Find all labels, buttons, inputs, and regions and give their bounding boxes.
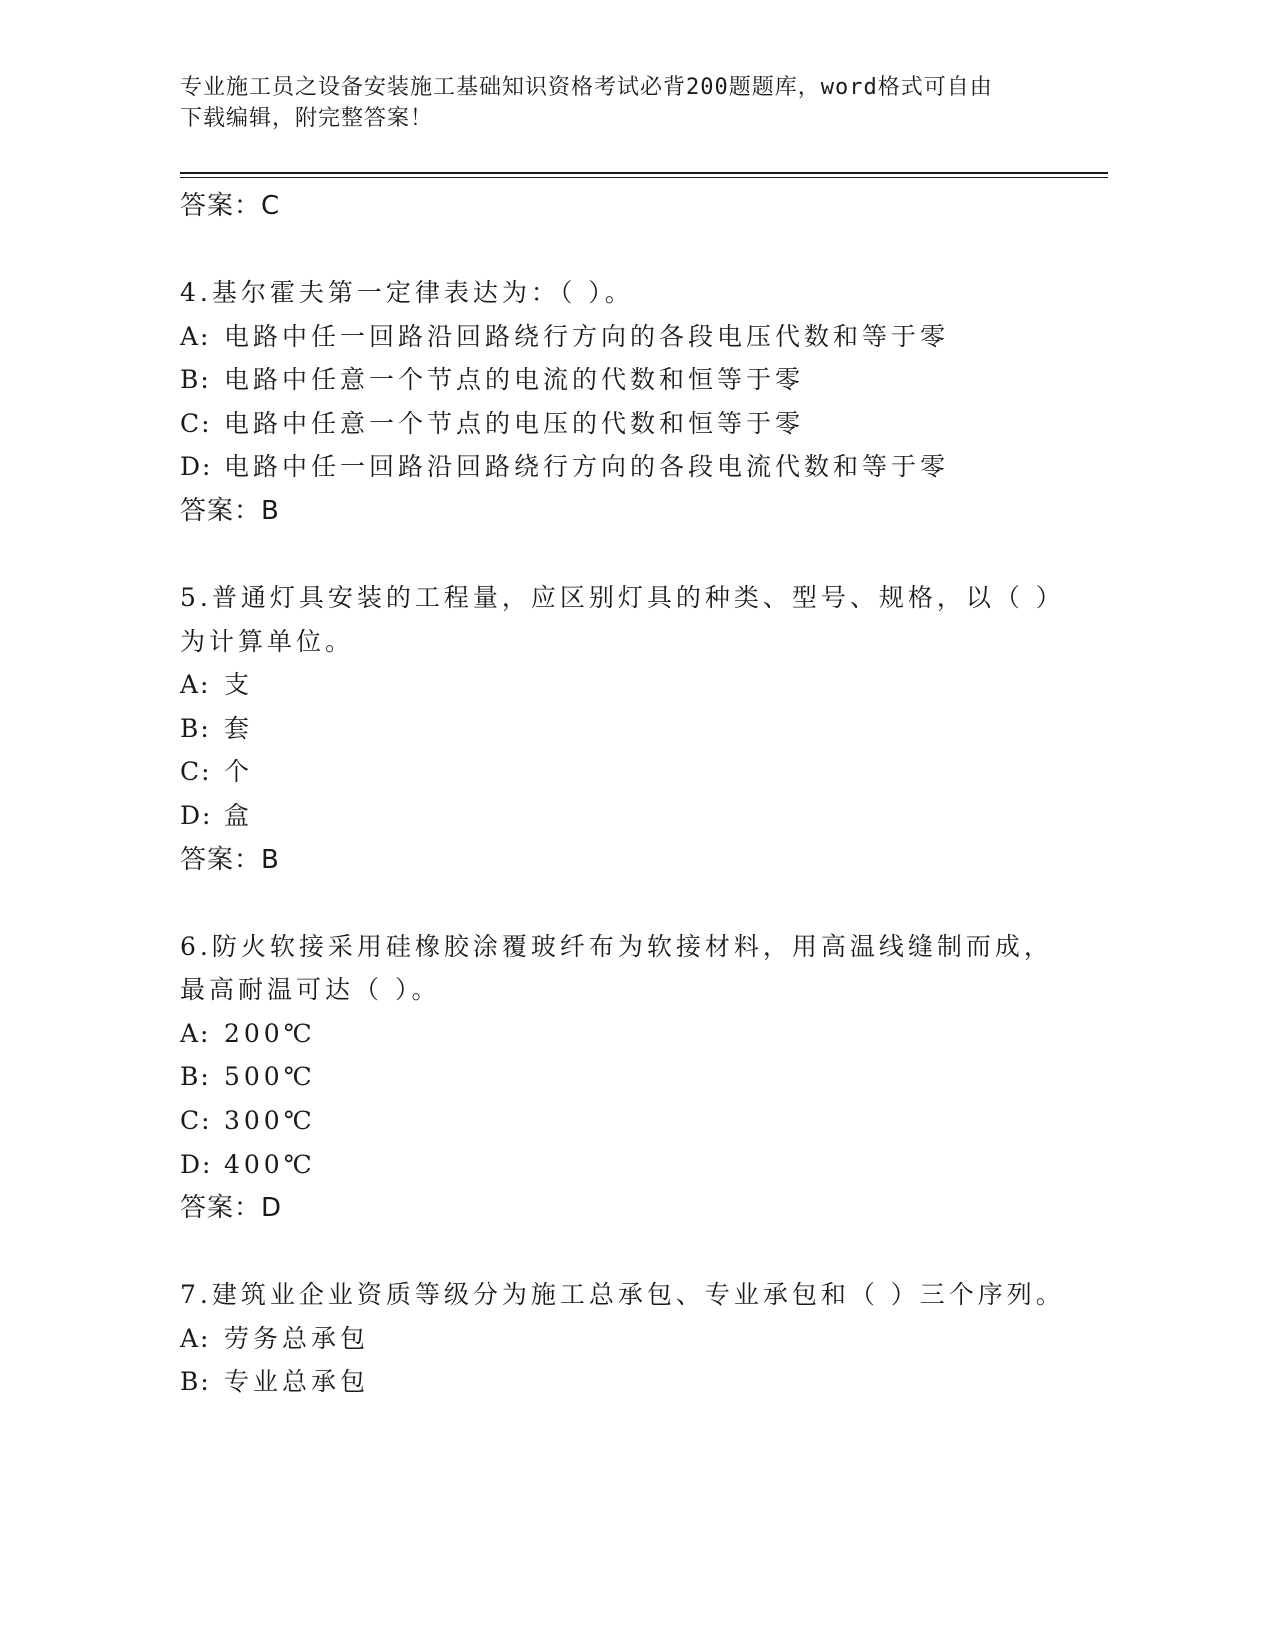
header-line-2: 下载编辑，附完整答案！ [180,106,434,131]
question-spacer [180,533,1108,576]
option-letter: A: [180,1323,211,1353]
option-line [180,1012,1108,1056]
option-text: 500℃ [224,1062,316,1092]
question-text: 6.防火软接采用硅橡胶涂覆玻纤布为软接材料，用高温线缝制而成， [180,931,1053,961]
question-spacer [180,1230,1108,1273]
option-letter: D: [180,1149,213,1179]
question-spacer [180,228,1108,271]
option-letter: C: [180,757,212,787]
option-line [180,663,1108,707]
option-line [180,1360,1108,1404]
question-block [180,925,1108,1231]
question-block [180,576,1108,882]
option-line [180,1099,1108,1143]
option-text: 400℃ [224,1149,316,1179]
option-letter: D: [180,452,213,482]
question-text: 4.基尔霍夫第一定律表达为：（ ）。 [180,278,634,307]
option-letter: C: [180,408,212,438]
option-text: 个 [224,757,254,787]
option-text: 200℃ [224,1018,316,1048]
option-letter: C: [180,1105,212,1135]
question-spacer [180,882,1108,925]
question-block [180,1273,1108,1404]
option-line [180,445,1108,489]
option-line [180,1317,1108,1361]
option-text: 专业总承包 [224,1367,370,1397]
option-line [180,750,1108,794]
option-letter: B: [180,1062,211,1092]
option-line [180,315,1108,359]
question-text: 最高耐温可达（ ）。 [180,975,441,1005]
option-letter: D: [180,800,213,830]
option-text: 电路中任意一个节点的电流的代数和恒等于零 [224,365,805,395]
option-text: 电路中任意一个节点的电压的代数和恒等于零 [224,408,805,438]
option-text: 支 [224,670,254,700]
option-letter: A: [180,1018,211,1048]
option-text: 电路中任一回路沿回路绕行方向的各段电流代数和等于零 [224,452,950,482]
option-text: 300℃ [224,1105,316,1135]
option-letter: A: [180,321,211,351]
option-line [180,1055,1108,1099]
answer-line: 答案：B [180,495,280,526]
header-line-1: 专业施工员之设备安装施工基础知识资格考试必背200题题库，word格式可自由 [180,75,993,100]
option-line [180,358,1108,402]
option-line [180,707,1108,751]
option-letter: B: [180,713,211,743]
answer-line: 答案：C [180,191,281,221]
option-line [180,794,1108,838]
option-letter: B: [180,1367,211,1397]
option-letter: B: [180,365,211,395]
answer-line: 答案：B [180,844,280,875]
option-text: 劳务总承包 [224,1323,370,1353]
question-text: 5.普通灯具安装的工程量，应区别灯具的种类、型号、规格，以（ ） [180,582,1065,612]
question-block [180,271,1108,533]
header-divider-thin [180,177,1108,178]
option-letter: A: [180,670,211,700]
page-header [180,72,1040,134]
header-divider-thick [180,172,1108,174]
question-list [180,228,1108,1404]
answer-line: 答案：D [180,1193,283,1224]
option-line [180,402,1108,446]
question-text: 为计算单位。 [180,626,355,656]
question-text: 7.建筑业企业资质等级分为施工总承包、专业承包和（ ）三个序列。 [180,1280,1065,1310]
option-line [180,1143,1108,1187]
option-text: 盒 [224,800,254,830]
option-text: 套 [224,713,254,743]
option-text: 电路中任一回路沿回路绕行方向的各段电压代数和等于零 [224,321,950,351]
question-content [180,184,1108,1404]
